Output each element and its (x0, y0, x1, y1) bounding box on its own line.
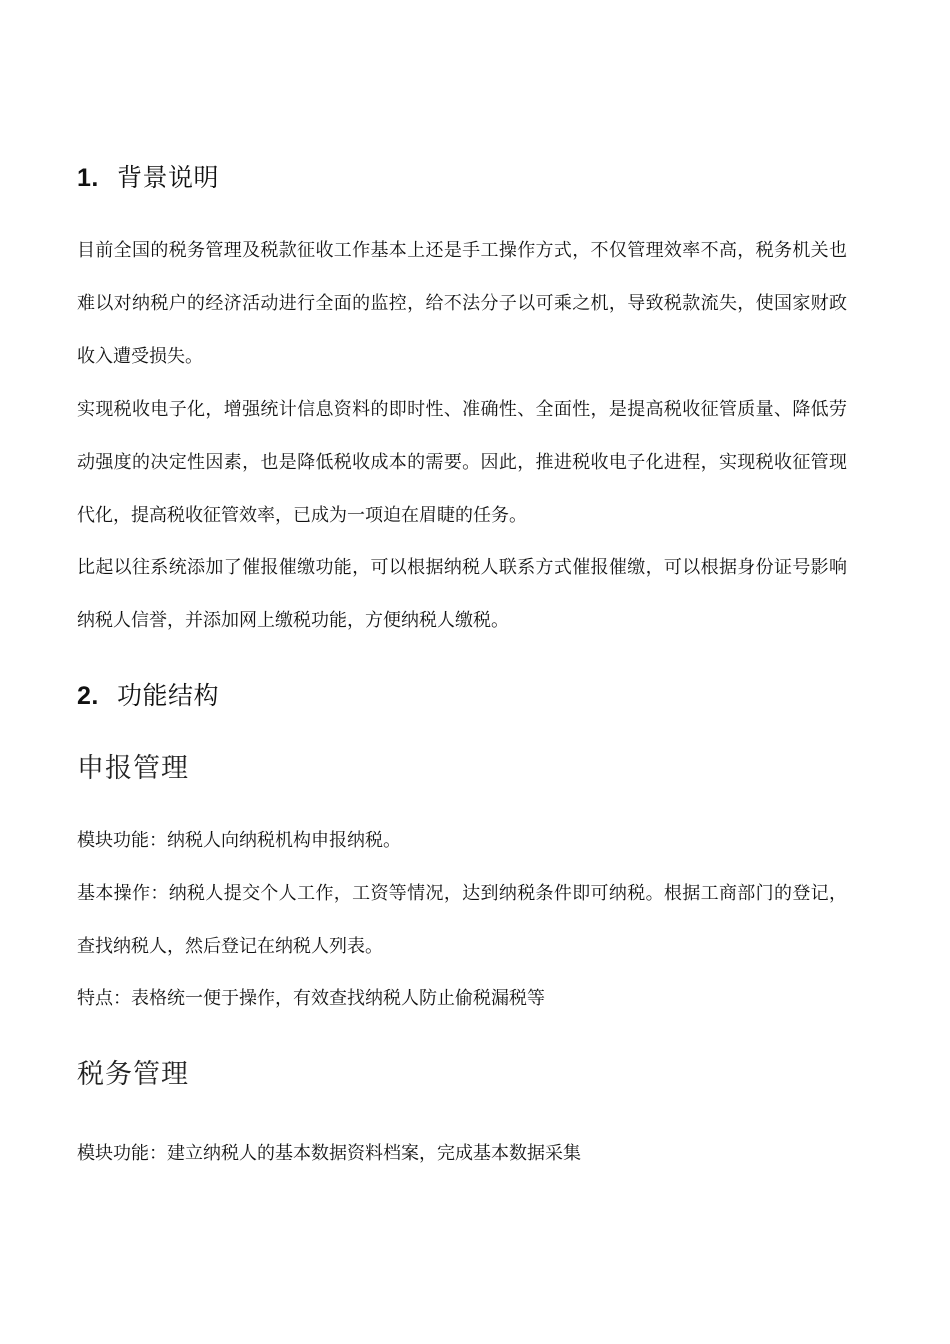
section-title: 背景说明 (117, 164, 220, 192)
document-page (77, 0, 847, 1344)
subsection-heading: 申报管理 (77, 753, 189, 784)
section-heading-2 (77, 681, 219, 711)
paragraph: 特点：表格统一便于操作，有效查找纳税人防止偷税漏税等 (77, 988, 545, 1009)
paragraph: 模块功能：建立纳税人的基本数据资料档案，完成基本数据采集 (77, 1143, 581, 1164)
section-title: 功能结构 (117, 682, 220, 710)
paragraph: 比起以往系统添加了催报催缴功能，可以根据纳税人联系方式催报催缴，可以根据身份证号影响纳税人信誉，并添加网上缴税功能，方便纳税人缴税。 (77, 557, 847, 631)
paragraph: 模块功能：纳税人向纳税机构申报纳税。 (77, 830, 401, 851)
paragraph: 实现税收电子化，增强统计信息资料的即时性、准确性、全面性，是提高税收征管质量、降低劳动强度的决定性因素，也是降低税收成本的需要。因此，推进税收电子化进程，实现税收征管现代化，提高税收征管效率，已成为一项迫在眉睫的任务。 (77, 399, 847, 526)
subsection-heading: 税务管理 (77, 1059, 189, 1090)
section-heading-1 (77, 163, 219, 193)
section-number: 2. (77, 682, 99, 710)
section-number: 1. (77, 164, 99, 192)
paragraph: 基本操作：纳税人提交个人工作，工资等情况，达到纳税条件即可纳税。根据工商部门的登记，查找纳税人，然后登记在纳税人列表。 (77, 883, 847, 957)
paragraph: 目前全国的税务管理及税款征收工作基本上还是手工操作方式，不仅管理效率不高，税务机关也难以对纳税户的经济活动进行全面的监控，给不法分子以可乘之机，导致税款流失，使国家财政收入遭受损失。 (77, 240, 847, 367)
